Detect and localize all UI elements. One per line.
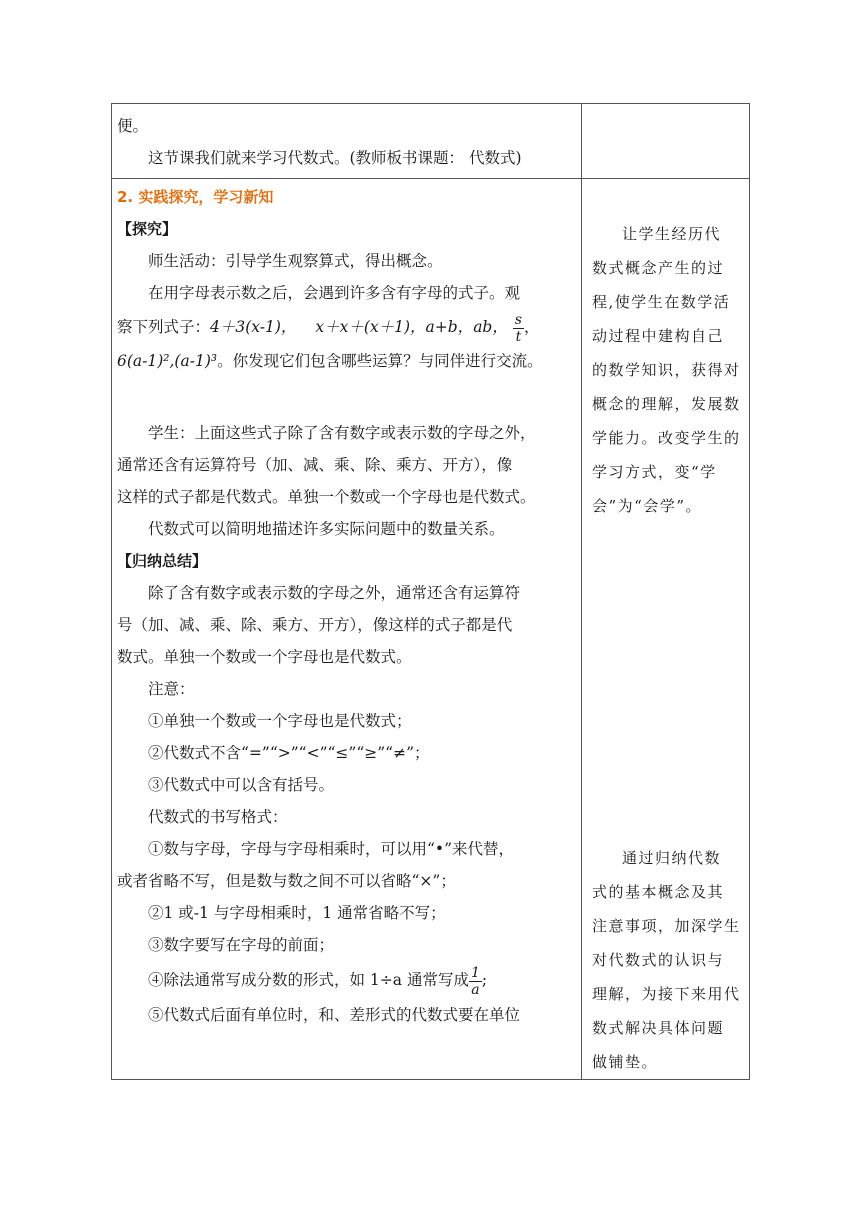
side-note-1 [582,217,749,523]
text-span: ， [523,318,540,336]
text-line: 这样的式子都是代数式。单独一个数或一个字母也是代数式。 [117,488,536,506]
table-row [112,179,750,1080]
side-line: 对代数式的认识与 [592,951,725,969]
side-line: 数式解决具体问题 [592,1019,725,1037]
side-line: 学能力。改变学生的 [592,429,741,447]
expression: ab， [473,318,508,336]
text-span: ; [481,971,488,989]
text-line: 通常还含有运算符号（加、减、乘、除、乘方、开方），像 [117,456,513,474]
text-line: 在用字母表示数之后，会遇到许多含有字母的式子。观 [148,284,521,302]
text-span: 。你发现它们包含哪些运算？与同伴进行交流。 [217,352,543,370]
text-line: 代数式的书写格式： [148,808,288,826]
fraction-numerator: 1 [470,964,480,981]
text-line: 便。 [117,117,149,135]
text-line: 学生：上面这些式子除了含有数字或表示数的字母之外， [148,424,536,442]
side-line: 做铺垫。 [592,1053,659,1071]
expression: a+b， [425,318,474,336]
fraction-s-over-t [513,312,524,345]
summary-label: 【归纳总结】 [117,552,208,570]
text-line: 号（加、减、乘、除、乘方、开方），像这样的式子都是代 [117,616,513,634]
side-line: 理解，为接下来用代 [592,985,741,1003]
text-line: ②代数式不含“=”“>”“<”“≤”“≥”“≠”； [148,744,430,762]
side-line: 学习方式，变“学 [592,463,717,481]
text-line: 代数式可以简明地描述许多实际问题中的数量关系。 [148,520,505,538]
spacer [112,377,581,417]
side-line: 动过程中建构自己 [592,327,725,345]
explore-label: 【探究】 [117,220,178,238]
text-line [112,345,581,377]
side-line: 数式概念产生的过 [592,259,725,277]
fraction-numerator: s [514,311,522,328]
text-line: 数式。单独一个数或一个字母也是代数式。 [117,648,412,666]
fraction-denominator: a [471,981,480,998]
text-line: 师生活动：引导学生观察算式，得出概念。 [148,252,443,270]
text-line: ②1 或-1 与字母相乘时，1 通常省略不写； [148,904,446,922]
expression: 4＋3(x-1)， [210,318,297,336]
text-line: 注意： [148,680,195,698]
side-line: 的数学知识，获得对 [592,361,741,379]
side-note-2 [582,841,749,1079]
text-line: 这节课我们就来学习代数式。(教师板书课题： 代数式) [148,149,522,167]
text-span: 察下列式子： [117,318,211,336]
text-line: ①数与字母，字母与字母相乘时，可以用“•”来代替， [148,840,514,858]
side-line: 概念的理解，发展数 [592,395,741,413]
text-line: ①单独一个数或一个字母也是代数式； [148,712,412,730]
table-row [112,104,750,179]
expression: 6(a-1)²,(a-1)³ [117,352,218,370]
text-line: 或者省略不写，但是数与数之间不可以省略“×”； [117,872,456,890]
side-line: 式的基本概念及其 [592,883,725,901]
section-heading: 2. 实践探究，学习新知 [117,188,274,206]
side-line: 让学生经历代 [622,225,722,243]
notes-cell-top [582,104,750,179]
expression-line [112,309,581,345]
lesson-table [111,103,750,1080]
side-line: 程,使学生在数学活 [592,293,731,311]
expression: x＋x＋(x＋1)， [315,318,426,336]
content-cell-top [112,104,582,179]
fraction-1-over-a [469,965,482,998]
text-line: ⑤代数式后面有单位时，和、差形式的代数式要在单位 [148,1006,521,1024]
text-line: ③代数式中可以含有括号。 [148,776,335,794]
fraction-denominator: t [515,328,522,345]
notes-cell-main [582,179,750,1080]
content-cell-main [112,179,582,1080]
expression-line [112,961,581,999]
side-line: 通过归纳代数 [622,849,722,867]
text-line: ③数字要写在字母的前面； [148,936,335,954]
text-line: 除了含有数字或表示数的字母之外，通常还含有运算符 [148,584,521,602]
side-line: 会”为“会学”。 [592,497,703,515]
text-span: ④除法通常写成分数的形式，如 1÷a 通常写成 [148,971,469,989]
side-line: 注意事项，加深学生 [592,917,741,935]
